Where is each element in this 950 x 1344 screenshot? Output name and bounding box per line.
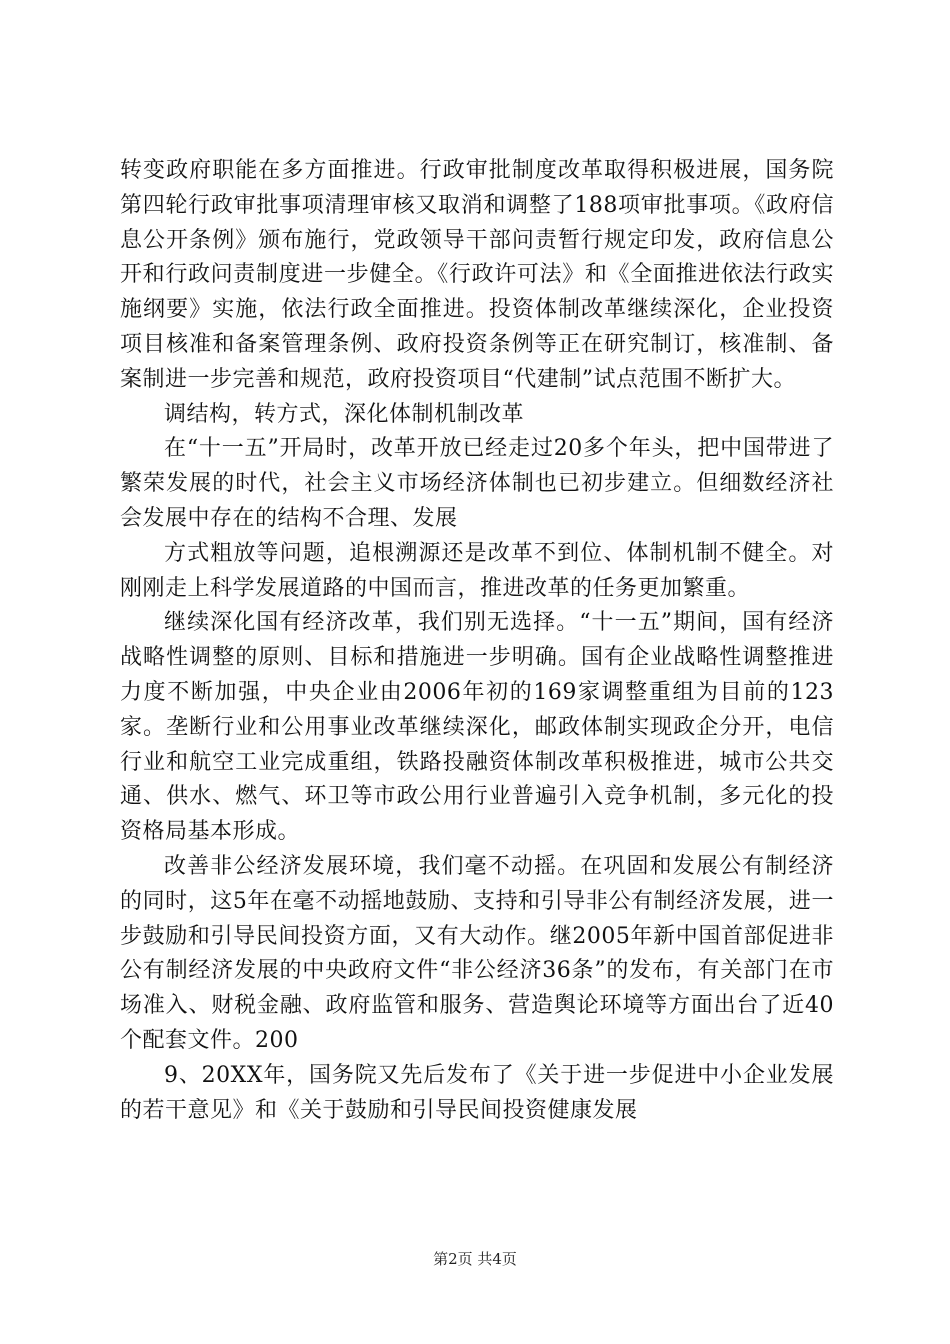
- paragraph-5: 继续深化国有经济改革，我们别无选择。“十一五”期间，国有经济战略性调整的原则、目标和措施进一步明确。国有企业战略性调整推进力度不断加强，中央企业由2006年初的169家调整重组为目前的123家。垄断行业和公用事业改革继续深化，邮政体制实现政企分开，电信行业和航空工业完成重组，铁路投融资体制改革积极推进，城市公共交通、供水、燃气、环卫等市政公用行业普遍引入竞争机制，多元化的投资格局基本形成。: [120, 610, 834, 845]
- body-text: [120, 154, 834, 1128]
- paragraph-7: 9、20XX年，国务院又先后发布了《关于进一步促进中小企业发展的若干意见》和《关于鼓励和引导民间投资健康发展: [120, 1062, 834, 1123]
- paragraph-1: 转变政府职能在多方面推进。行政审批制度改革取得积极进展，国务院第四轮行政审批事项清理审核又取消和调整了188项审批事项。《政府信息公开条例》颁布施行，党政领导干部问责暂行规定印发，政府信息公开和行政问责制度进一步健全。《行政许可法》和《全面推进依法行政实施纲要》实施，依法行政全面推进。投资体制改革继续深化，企业投资项目核准和备案管理条例、政府投资条例等正在研究制订，核准制、备案制进一步完善和规范，政府投资项目“代建制”试点范围不断扩大。: [120, 158, 834, 392]
- section-heading: 调结构，转方式，深化体制机制改革: [164, 401, 525, 427]
- page-number-footer: 第2页 共4页: [433, 1250, 517, 1268]
- paragraph-3: 在“十一五”开局时，改革开放已经走过20多个年头，把中国带进了繁荣发展的时代，社会主义市场经济体制也已初步建立。但细数经济社会发展中存在的结构不合理、发展: [120, 436, 834, 531]
- paragraph-4: 方式粗放等问题，追根溯源还是改革不到位、体制机制不健全。对刚刚走上科学发展道路的中国而言，推进改革的任务更加繁重。: [120, 540, 834, 601]
- paragraph-6: 改善非公经济发展环境，我们毫不动摇。在巩固和发展公有制经济的同时，这5年在毫不动摇地鼓励、支持和引导非公有制经济发展，进一步鼓励和引导民间投资方面，又有大动作。继2005年新中国首部促进非公有制经济发展的中央政府文件“非公经济36条”的发布，有关部门在市场准入、财税金融、政府监管和服务、营造舆论环境等方面出台了近40个配套文件。200: [120, 853, 834, 1053]
